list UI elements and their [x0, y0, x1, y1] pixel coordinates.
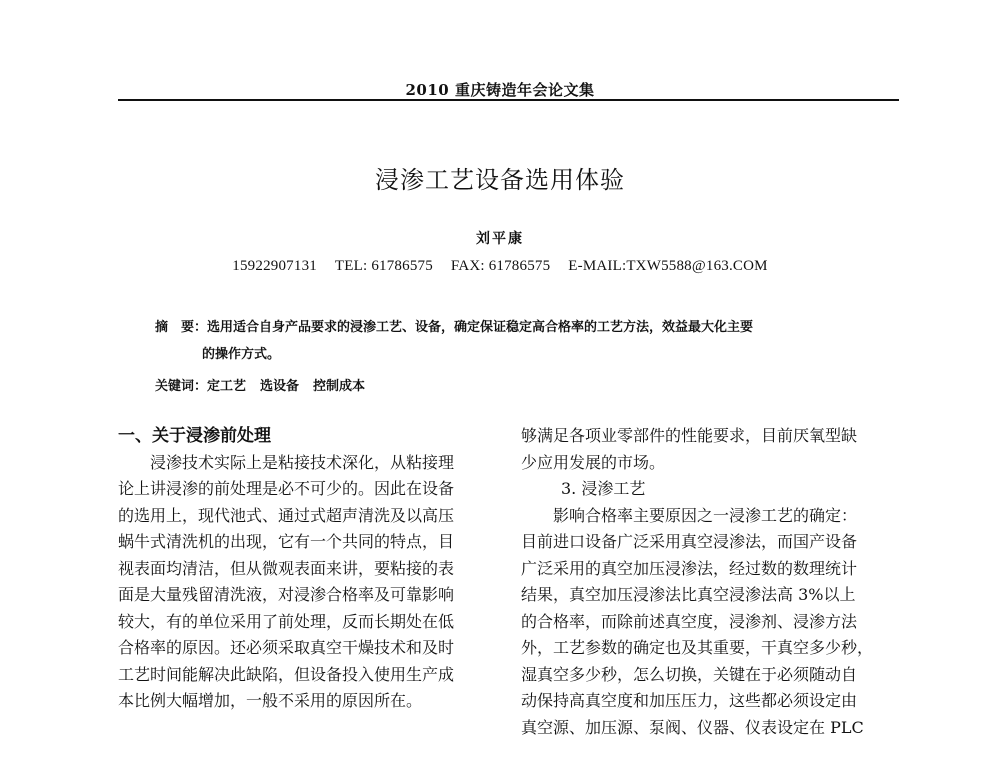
left-column [118, 423, 496, 715]
keyword: 选设备 [260, 379, 300, 394]
keyword: 控制成本 [313, 379, 366, 394]
abstract-text-1: 选用适合自身产品要求的浸渗工艺、设备，确定保证稳定高合格率的工艺方法，效益最大化主要 [207, 320, 754, 335]
paper-title: 浸渗工艺设备选用体验 [375, 166, 625, 194]
contact-tel: TEL: 61786575 [334, 258, 433, 274]
abstract-line [155, 314, 875, 341]
text-line: 论上讲浸渗的前处理是必不可少的。因此在设备 [118, 479, 455, 498]
contact-fax: FAX: 61786575 [450, 258, 551, 274]
subsection-heading: 3. 浸渗工艺 [561, 479, 646, 498]
text-line: 够满足各项业零部件的性能要求，目前厌氧型缺 [521, 426, 858, 445]
section-heading: 一、关于浸渗前处理 [118, 426, 271, 446]
text-line: 的选用上，现代池式、通过式超声清洗及以高压 [118, 505, 455, 525]
author-contact [0, 258, 1000, 275]
keywords-label: 关键词： [155, 379, 208, 394]
text-line: 湿真空多少秒，怎么切换，关键在于必须随动自 [521, 664, 858, 684]
contact-phone: 15922907131 [232, 258, 317, 274]
text-line: 蜗牛式清洗机的出现，它有一个共同的特点，目 [118, 532, 455, 551]
text-line: 目前进口设备广泛采用真空浸渗法，而国产设备 [521, 532, 858, 551]
text-line: 工艺时间能解决此缺陷，但设备投入使用生产成 [118, 664, 455, 684]
text-line: 浸渗技术实际上是粘接技术深化，从粘接理 [150, 452, 455, 472]
right-column [521, 423, 899, 741]
text-line: 真空源、加压源、泵阀、仪器、仪表设定在 PLC [521, 717, 864, 737]
header-rule [118, 99, 899, 101]
text-line: 面是大量残留清洗液，对浸渗合格率及可靠影响 [118, 585, 455, 604]
author-name: 刘平康 [476, 231, 524, 247]
text-line: 影响合格率主要原因之一浸渗工艺的确定： [553, 505, 858, 525]
text-line: 广泛采用的真空加压浸渗法，经过数的数理统计 [521, 558, 858, 578]
keywords-line [155, 373, 875, 400]
text-line: 合格率的原因。还必须采取真空干燥技术和及时 [118, 638, 455, 657]
text-line: 动保持高真空度和加压压力，这些都必须设定由 [521, 691, 858, 710]
abstract-block [155, 314, 875, 400]
contact-email: E-MAIL:TXW5588@163.COM [568, 258, 768, 274]
text-line: 的合格率，而除前述真空度，浸渗剂、浸渗方法 [521, 611, 858, 631]
running-header: 2010 重庆铸造年会论文集 [405, 81, 595, 99]
abstract-text-2: 的操作方式。 [202, 347, 281, 362]
text-line: 较大，有的单位采用了前处理，反而长期处在低 [118, 611, 455, 631]
text-line: 外，工艺参数的确定也及其重要，干真空多少秒， [521, 638, 874, 657]
text-line: 少应用发展的市场。 [521, 452, 666, 472]
abstract-line [155, 341, 875, 368]
text-line: 结果，真空加压浸渗法比真空浸渗法高 3%以上 [521, 585, 856, 604]
text-line: 视表面均清洁，但从微观表面来讲，要粘接的表 [118, 558, 455, 578]
keyword: 定工艺 [207, 379, 247, 394]
abstract-label: 摘 要： [155, 320, 208, 335]
text-line: 本比例大幅增加，一般不采用的原因所在。 [118, 691, 423, 710]
